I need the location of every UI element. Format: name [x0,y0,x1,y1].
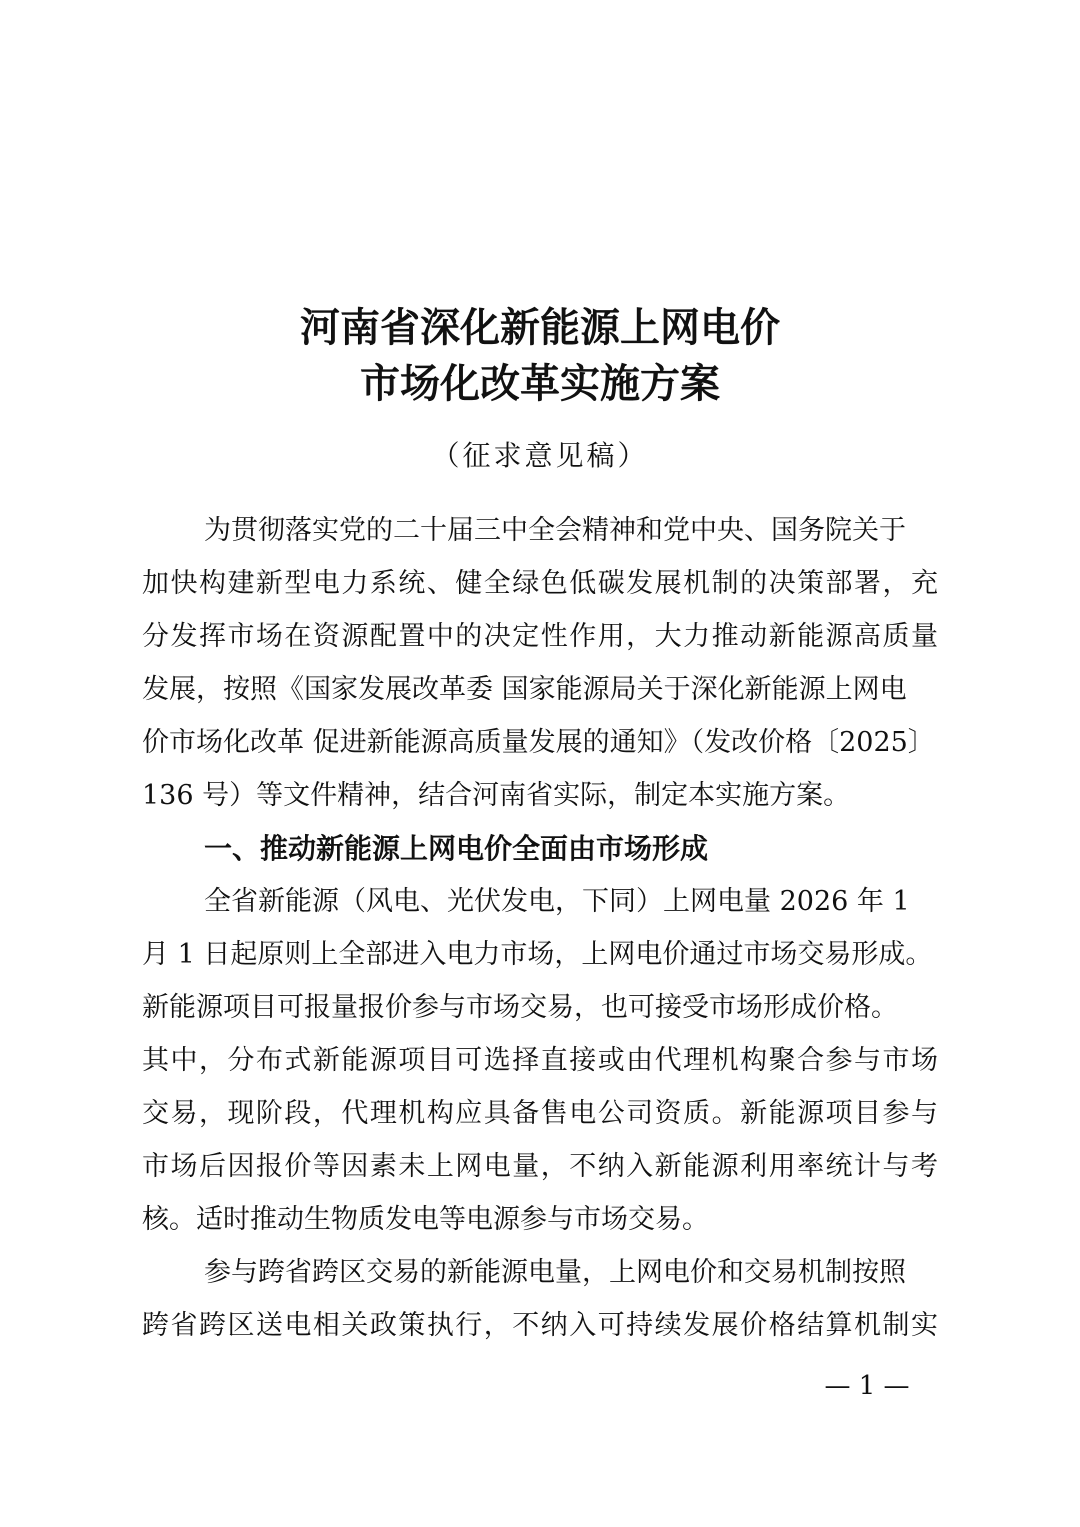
paragraph-line: 跨省跨区送电相关政策执行，不纳入可持续发展价格结算机制实 [142,1310,938,1341]
document-title-line-1: 河南省深化新能源上网电价 [300,305,780,351]
paragraph-market-entry [142,883,938,1254]
paragraph-line: 加快构建新型电力系统、健全绿色低碳发展机制的决策部署，充 [142,568,938,599]
paragraph-intro [142,512,938,830]
document-body [142,512,938,1360]
paragraph-line: 为贯彻落实党的二十届三中全会精神和党中央、国务院关于 [204,515,906,546]
paragraph-line: 分发挥市场在资源配置中的决定性作用，大力推动新能源高质量 [142,621,938,652]
paragraph-line: 参与跨省跨区交易的新能源电量，上网电价和交易机制按照 [204,1257,906,1288]
paragraph-line: 价市场化改革 促进新能源高质量发展的通知》（发改价格〔2025〕 [142,727,935,758]
paragraph-line: 市场后因报价等因素未上网电量，不纳入新能源利用率统计与考 [142,1151,938,1182]
paragraph-line: 新能源项目可报量报价参与市场交易，也可接受市场形成价格。 [142,992,898,1023]
paragraph-line: 其中，分布式新能源项目可选择直接或由代理机构聚合参与市场 [142,1045,938,1076]
document-subtitle: （征求意见稿） [431,439,649,472]
page-number: — 1 — [824,1371,910,1401]
paragraph-cross-province [142,1254,938,1360]
paragraph-line: 136 号）等文件精神，结合河南省实际，制定本实施方案。 [142,780,851,811]
section-heading-1: 一、推动新能源上网电价全面由市场形成 [204,832,709,865]
paragraph-line: 月 1 日起原则上全部进入电力市场，上网电价通过市场交易形成。 [142,939,933,970]
paragraph-line: 交易，现阶段，代理机构应具备售电公司资质。新能源项目参与 [142,1098,938,1129]
document-title-line-2: 市场化改革实施方案 [360,361,720,407]
paragraph-line: 全省新能源（风电、光伏发电，下同）上网电量 2026 年 1 [204,886,910,917]
paragraph-line: 核。适时推动生物质发电等电源参与市场交易。 [142,1204,709,1235]
paragraph-line: 发展，按照《国家发展改革委 国家能源局关于深化新能源上网电 [142,674,907,705]
document-title-block [140,300,940,474]
